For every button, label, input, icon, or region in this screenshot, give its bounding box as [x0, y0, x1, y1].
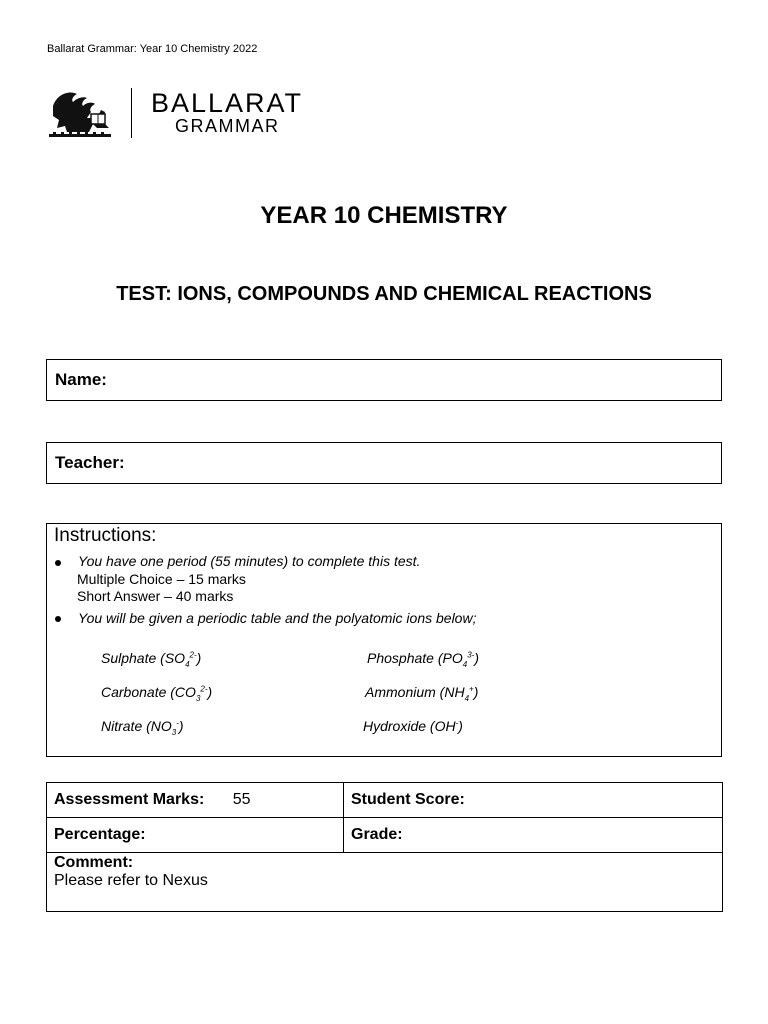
instructions-box: [46, 523, 722, 757]
grade-label: Grade:: [351, 826, 403, 843]
griffin-crest-icon: [47, 88, 113, 140]
teacher-label: Teacher:: [55, 453, 125, 472]
ion-sulphate: Sulphate $(SO_4^{2-})$: [101, 650, 202, 669]
logo-wordmark-line1: BALLARAT: [151, 88, 304, 118]
test-subtitle: TEST: IONS, COMPOUNDS AND CHEMICAL REACTIONS: [116, 283, 652, 305]
assessment-marks-cell: [47, 783, 344, 818]
table-row: [47, 853, 723, 912]
table-row: [47, 818, 723, 853]
ion-hydroxide: Hydroxide (OH-): [363, 718, 463, 734]
name-field[interactable]: [46, 359, 722, 401]
ion-nitrate: Nitrate $(NO_3^-)$: [101, 718, 184, 737]
bullet-icon: [55, 560, 61, 566]
ion-ammonium: Ammonium $(NH_4^+)$: [365, 684, 479, 703]
bullet-icon: [55, 616, 61, 622]
table-row: [47, 783, 723, 818]
student-score-label: Student Score:: [351, 791, 465, 808]
page-title: YEAR 10 CHEMISTRY: [260, 202, 508, 229]
assessment-marks-label: Assessment Marks:: [54, 791, 205, 808]
comment-label: Comment:: [54, 854, 134, 871]
comment-text: Please refer to Nexus: [54, 872, 208, 889]
instruction-short-answer: Short Answer – 40 marks: [77, 588, 234, 604]
percentage-label: Percentage:: [54, 826, 146, 843]
name-label: Name:: [55, 370, 107, 389]
grade-cell[interactable]: [344, 818, 723, 853]
ion-phosphate: Phosphate $(PO_4^{3-})$: [367, 650, 479, 669]
percentage-cell[interactable]: [47, 818, 344, 853]
instructions-heading: Instructions:: [54, 525, 157, 546]
assessment-marks-value: 55: [232, 791, 251, 808]
teacher-field[interactable]: [46, 442, 722, 484]
instruction-time: You have one period (55 minutes) to complete this test.: [78, 553, 421, 569]
school-logo: [47, 86, 337, 142]
ion-carbonate: Carbonate $(CO_3^{2-})$: [101, 684, 213, 703]
logo-divider: [131, 88, 132, 138]
instruction-periodic-table: You will be given a periodic table and the polyatomic ions below;: [78, 610, 477, 626]
instruction-multiple-choice: Multiple Choice – 15 marks: [77, 571, 246, 587]
assessment-table: [46, 782, 723, 912]
comment-cell[interactable]: [47, 853, 723, 912]
logo-wordmark-line2: GRAMMAR: [175, 116, 280, 136]
running-head: Ballarat Grammar: Year 10 Chemistry 2022: [47, 43, 258, 55]
student-score-cell[interactable]: [344, 783, 723, 818]
